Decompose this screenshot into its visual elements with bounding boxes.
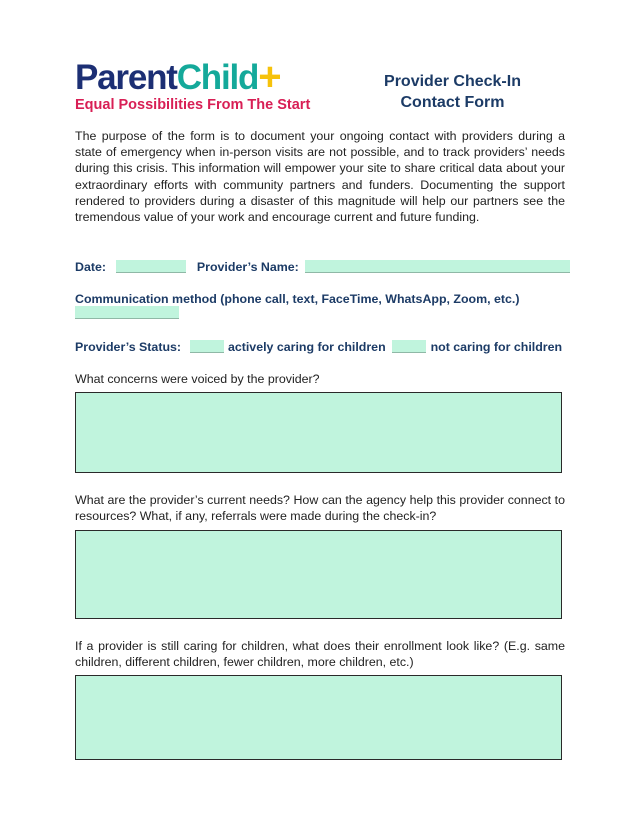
logo-child-text: Child [176, 58, 259, 97]
form-title [360, 71, 545, 113]
communication-method-row [75, 304, 179, 322]
status-active-label: actively caring for children [227, 340, 386, 354]
status-label: Provider’s Status: [75, 340, 182, 354]
status-inactive-label: not caring for children [430, 340, 563, 354]
status-inactive-checkbox[interactable] [392, 340, 426, 353]
provider-name-field[interactable] [305, 260, 570, 273]
logo-plus-icon: + [258, 55, 281, 99]
form-title-line2: Contact Form [400, 94, 505, 111]
enrollment-answer-box[interactable] [75, 675, 562, 760]
question-enrollment: If a provider is still caring for children, what does their enrollment look like? (E.g. same children, different children, fewer children, more children, etc.) [75, 639, 565, 670]
form-title-line1: Provider Check-In [384, 73, 521, 90]
concerns-answer-box[interactable] [75, 392, 562, 473]
logo-wordmark [75, 55, 310, 99]
date-name-row [75, 258, 570, 276]
provider-name-label: Provider’s Name: [196, 260, 299, 274]
logo-parent-text: Parent [75, 58, 177, 97]
status-active-checkbox[interactable] [190, 340, 224, 353]
needs-answer-box[interactable] [75, 530, 562, 619]
comm-method-label: Communication method (phone call, text, FaceTime, WhatsApp, Zoom, etc.) [75, 292, 520, 306]
intro-paragraph: The purpose of the form is to document your ongoing contact with providers during a state of emergency when in-person visits are not possible, and to track providers’ needs during this crisis. This information will empower your site to share critical data about your extraordinary efforts with community partners and funders. Documenting the support rendered to providers during a disaster of this magnitude will help our partners see the tremendous value of your work and encourage current and future funding. [75, 129, 565, 225]
comm-method-field[interactable] [75, 306, 179, 319]
question-concerns: What concerns were voiced by the provider? [75, 372, 320, 386]
provider-status-row [75, 338, 562, 356]
logo-tagline: Equal Possibilities From The Start [75, 97, 311, 113]
parentchild-logo [75, 55, 311, 113]
date-label: Date: [75, 260, 106, 274]
question-needs: What are the provider’s current needs? How can the agency help this provider connect to resources? What, if any, referrals were made during the check-in? [75, 493, 565, 524]
date-field[interactable] [116, 260, 186, 273]
